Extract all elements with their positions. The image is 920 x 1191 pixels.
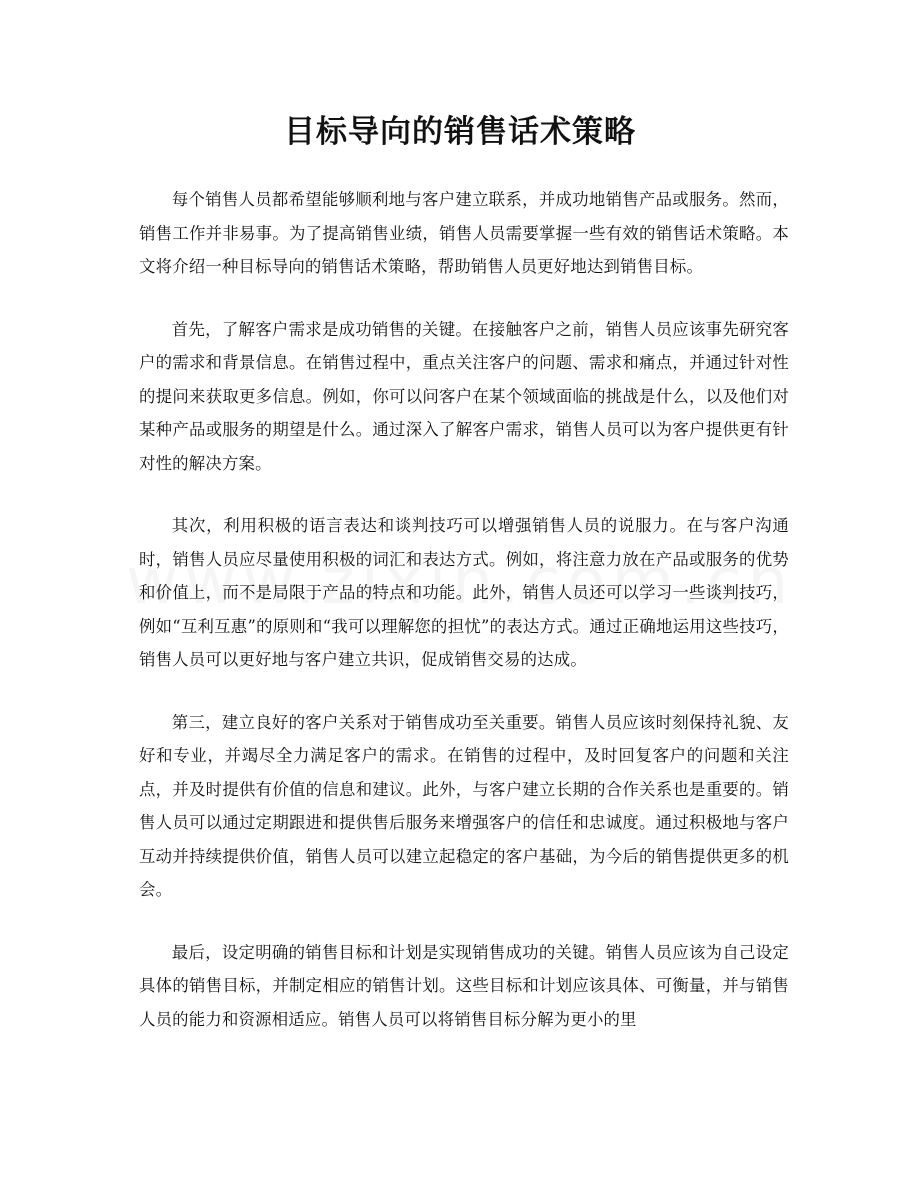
paragraph-third: 第三，建立良好的客户关系对于销售成功至关重要。销售人员应该时刻保持礼貌、友好和专业，并竭尽全力满足客户的需求。在销售的过程中，及时回复客户的问题和关注点，并及时提供有价值的信息和建议。此外，与客户建立长期的合作关系也是重要的。销售人员可以通过定期跟进和提供售后服务来增强客户的信任和忠诚度。通过积极地与客户互动并持续提供价值，销售人员可以建立起稳定的客户基础，为今后的销售提供更多的机会。 [139, 712, 789, 899]
document-body [139, 183, 789, 1065]
paragraph-second: 其次，利用积极的语言表达和谈判技巧可以增强销售人员的说服力。在与客户沟通时，销售人员应尽量使用积极的词汇和表达方式。例如，将注意力放在产品或服务的优势和价值上，而不是局限于产品的特点和功能。此外，销售人员还可以学习一些谈判技巧，例如“互利互惠”的原则和“我可以理解您的担忧”的表达方式。通过正确地运用这些技巧，销售人员可以更好地与客户建立共识，促成销售交易的达成。 [139, 516, 789, 669]
paragraph-first: 首先，了解客户需求是成功销售的关键。在接触客户之前，销售人员应该事先研究客户的需求和背景信息。在销售过程中，重点关注客户的问题、需求和痛点，并通过针对性的提问来获取更多信息。例如，你可以问客户在某个领域面临的挑战是什么，以及他们对某种产品或服务的期望是什么。通过深入了解客户需求，销售人员可以为客户提供更有针对性的解决方案。 [139, 319, 789, 473]
paragraph-intro: 每个销售人员都希望能够顺利地与客户建立联系，并成功地销售产品或服务。然而，销售工作并非易事。为了提高销售业绩，销售人员需要掌握一些有效的销售话术策略。本文将介绍一种目标导向的销售话术策略，帮助销售人员更好地达到销售目标。 [139, 190, 789, 276]
document-title: 目标导向的销售话术策略 [284, 114, 636, 150]
paragraph-final: 最后，设定明确的销售目标和计划是实现销售成功的关键。销售人员应该为自己设定具体的销售目标，并制定相应的销售计划。这些目标和计划应该具体、可衡量，并与销售人员的能力和资源相适应。销售人员可以将销售目标分解为更小的里 [139, 942, 789, 1029]
